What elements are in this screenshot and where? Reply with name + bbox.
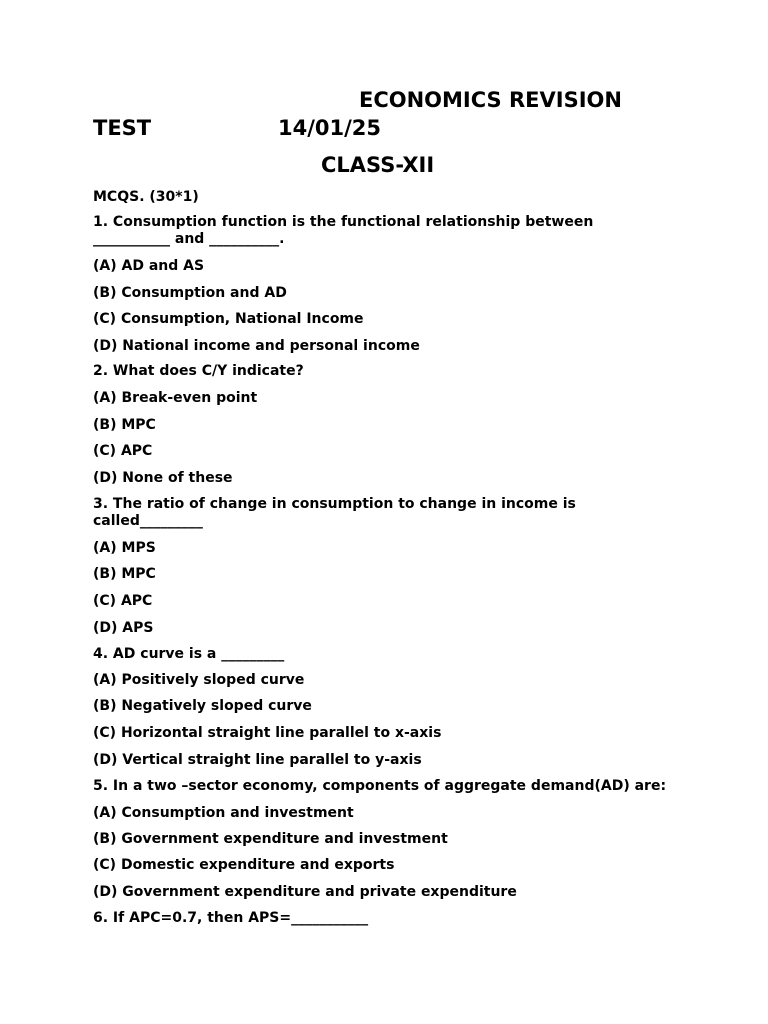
- question-6-text: 6. If APC=0.7, then APS=___________: [93, 910, 369, 926]
- q5-option-b: (B) Government expenditure and investment: [93, 831, 448, 847]
- q1-option-a: (A) AD and AS: [93, 258, 205, 274]
- section-label: MCQS. (30*1): [93, 189, 199, 205]
- class-label: CLASS-XII: [321, 153, 435, 177]
- question-4-text: 4. AD curve is a _________: [93, 646, 285, 662]
- title-test: TEST: [93, 116, 152, 140]
- q2-option-a: (A) Break-even point: [93, 390, 258, 406]
- q4-option-d: (D) Vertical straight line parallel to y-axis: [93, 752, 422, 768]
- question-1-text-cont: ___________ and __________.: [93, 231, 285, 247]
- q5-option-a: (A) Consumption and investment: [93, 805, 354, 821]
- q3-option-a: (A) MPS: [93, 540, 156, 556]
- title-economics-revision: ECONOMICS REVISION: [359, 88, 622, 112]
- question-3-text: 3. The ratio of change in consumption to change in income is: [93, 496, 576, 512]
- question-1-text: 1. Consumption function is the functional relationship between: [93, 214, 594, 230]
- q2-option-d: (D) None of these: [93, 470, 233, 486]
- q2-option-b: (B) MPC: [93, 417, 156, 433]
- q3-option-c: (C) APC: [93, 593, 153, 609]
- q1-option-d: (D) National income and personal income: [93, 338, 420, 354]
- q4-option-b: (B) Negatively sloped curve: [93, 698, 312, 714]
- question-5-text: 5. In a two –sector economy, components of aggregate demand(AD) are:: [93, 778, 667, 794]
- test-date: 14/01/25: [278, 116, 382, 140]
- q2-option-c: (C) APC: [93, 443, 153, 459]
- q1-option-c: (C) Consumption, National Income: [93, 311, 364, 327]
- q5-option-d: (D) Government expenditure and private expenditure: [93, 884, 517, 900]
- q4-option-a: (A) Positively sloped curve: [93, 672, 305, 688]
- q4-option-c: (C) Horizontal straight line parallel to x-axis: [93, 725, 442, 741]
- question-2-text: 2. What does C/Y indicate?: [93, 363, 304, 379]
- q1-option-b: (B) Consumption and AD: [93, 285, 287, 301]
- q3-option-b: (B) MPC: [93, 566, 156, 582]
- q5-option-c: (C) Domestic expenditure and exports: [93, 857, 395, 873]
- question-3-text-cont: called_________: [93, 513, 203, 529]
- q3-option-d: (D) APS: [93, 620, 154, 636]
